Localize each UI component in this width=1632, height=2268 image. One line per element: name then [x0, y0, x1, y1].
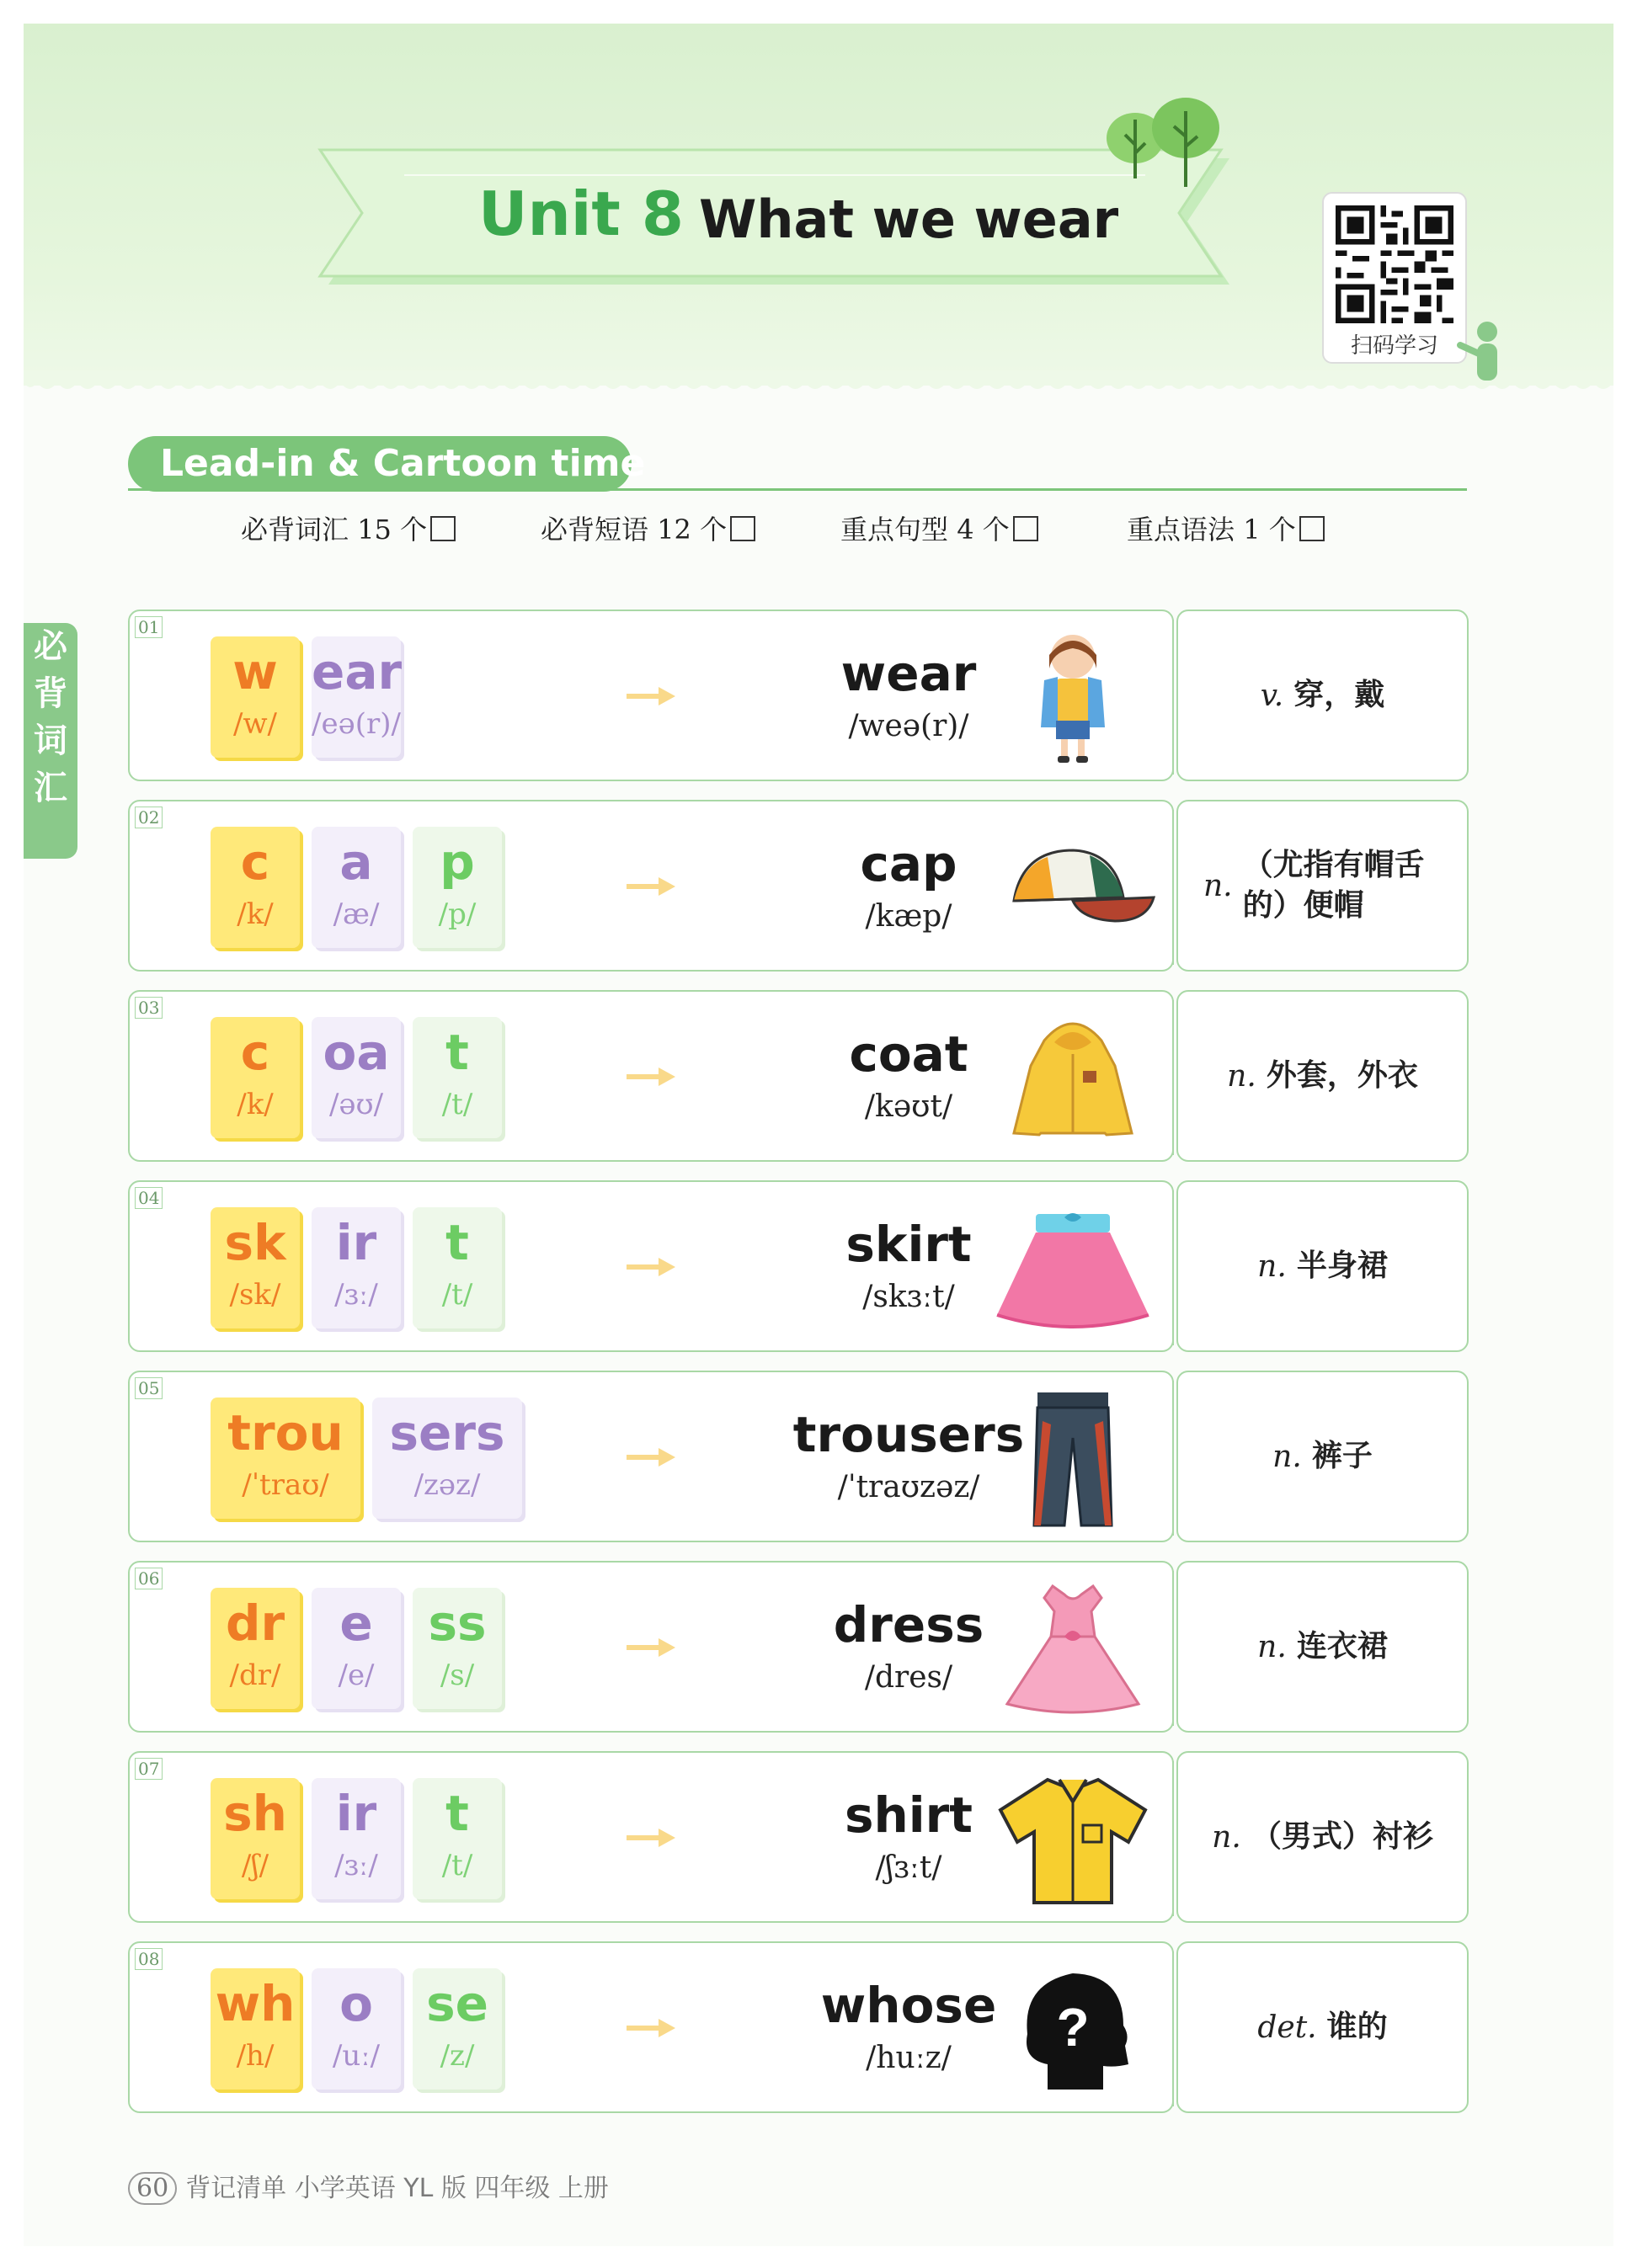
- vocab-definition: [1176, 1180, 1469, 1352]
- entry-number: 03: [135, 997, 163, 1019]
- part-of-speech: n.: [1272, 1439, 1302, 1474]
- vocab-definition: [1176, 990, 1469, 1162]
- phonics-segment: [312, 1588, 401, 1709]
- vocab-definition: [1176, 1561, 1469, 1733]
- vocab-card: [128, 990, 1174, 1162]
- phonics-segment: [312, 1017, 401, 1138]
- vocab-row: [128, 1180, 1469, 1352]
- arrow-right-icon: [627, 1066, 677, 1088]
- segment-phonetic: /əʊ/: [328, 1088, 384, 1121]
- entry-number: 04: [135, 1187, 163, 1209]
- vocab-phonetic: /ʃɜːt/: [875, 1850, 942, 1885]
- phonics-segment: [211, 827, 300, 948]
- vocab-definition: [1176, 1371, 1469, 1542]
- part-of-speech: n.: [1212, 1819, 1241, 1855]
- entry-number: 01: [135, 616, 163, 638]
- segment-letters: oa: [323, 1024, 390, 1081]
- segment-phonetic: /ʃ/: [241, 1849, 269, 1882]
- side-tab: 必背词汇: [24, 623, 77, 859]
- vocab-word: shirt: [844, 1786, 973, 1844]
- vocab-word: cap: [860, 835, 957, 892]
- count-checkbox[interactable]: [430, 516, 456, 541]
- phonics-segment: [413, 1207, 502, 1328]
- phonics-segment: [211, 1017, 300, 1138]
- vocab-row: [128, 1561, 1469, 1733]
- page-number: 60: [128, 2172, 177, 2205]
- unit-title: What we wear: [699, 189, 1119, 250]
- segment-letters: ear: [312, 643, 403, 700]
- chinese-meaning: （男式）衬衫: [1251, 1819, 1433, 1854]
- vocab-word: wear: [840, 645, 977, 702]
- vocab-definition: [1176, 610, 1469, 781]
- phonics-segment: [312, 636, 401, 758]
- arrow-right-icon: [627, 876, 677, 897]
- segment-letters: dr: [225, 1595, 285, 1652]
- trees-icon: [1095, 94, 1229, 195]
- segment-phonetic: /k/: [237, 897, 274, 931]
- vocab-phonetic: /dres/: [864, 1660, 953, 1695]
- count-checkbox[interactable]: [1299, 516, 1325, 541]
- head-question-mark-icon: [989, 1958, 1157, 2101]
- segment-phonetic: /z/: [440, 2039, 475, 2073]
- segment-phonetic: /h/: [236, 2039, 275, 2073]
- phonics-segment: [413, 1778, 502, 1899]
- unit-number: Unit 8: [478, 178, 684, 249]
- segment-letters: sh: [223, 1785, 287, 1842]
- part-of-speech: n.: [1227, 1058, 1256, 1094]
- arrow-right-icon: [627, 1446, 677, 1468]
- vocab-word: trousers: [792, 1406, 1025, 1463]
- chinese-meaning: 谁的: [1326, 2010, 1388, 2044]
- phonics-segment: [211, 1588, 300, 1709]
- vocab-word: coat: [849, 1025, 968, 1083]
- vocab-card: [128, 1371, 1174, 1542]
- count-phrases: 必背短语 12 个: [541, 508, 755, 547]
- count-checkbox[interactable]: [1013, 516, 1038, 541]
- segment-letters: c: [240, 833, 270, 891]
- vocab-phonetic: /ˈtraʊzəz/: [837, 1470, 980, 1504]
- segment-phonetic: /ɜː/: [334, 1849, 378, 1882]
- segment-letters: sk: [224, 1214, 286, 1271]
- section-divider: [128, 488, 1467, 491]
- pointing-figure-icon: [1457, 320, 1507, 387]
- segment-letters: w: [232, 643, 278, 700]
- study-counts: [241, 508, 1420, 551]
- phonics-segment: [312, 1207, 401, 1328]
- segment-letters: o: [339, 1975, 373, 2032]
- vocab-row: [128, 1751, 1469, 1923]
- vocab-card: [128, 1561, 1174, 1733]
- phonics-segment: [413, 1017, 502, 1138]
- segment-letters: ss: [428, 1595, 487, 1652]
- segment-letters: c: [240, 1024, 270, 1081]
- qr-code-icon[interactable]: [1336, 205, 1453, 323]
- count-checkbox[interactable]: [730, 516, 755, 541]
- phonics-segment: [312, 1968, 401, 2090]
- vocab-card: [128, 800, 1174, 972]
- segment-letters: p: [440, 833, 475, 891]
- svg-text:?: ?: [1056, 1997, 1090, 2058]
- part-of-speech: v.: [1260, 678, 1284, 713]
- arrow-right-icon: [627, 1256, 677, 1278]
- segment-phonetic: /ˈtraʊ/: [242, 1468, 329, 1502]
- qr-label: 扫码学习: [1350, 333, 1438, 359]
- segment-phonetic: /k/: [237, 1088, 274, 1121]
- vocab-row: [128, 800, 1469, 972]
- segment-phonetic: /sk/: [229, 1278, 281, 1312]
- segment-letters: trou: [227, 1404, 344, 1461]
- vocab-phonetic: /skɜːt/: [862, 1280, 955, 1314]
- segment-phonetic: /t/: [441, 1849, 473, 1882]
- part-of-speech: n.: [1257, 1248, 1287, 1284]
- vocab-definition: [1176, 1751, 1469, 1923]
- segment-letters: a: [339, 833, 373, 891]
- page-footer: [128, 2167, 609, 2205]
- entry-number: 06: [135, 1568, 163, 1589]
- vocab-phonetic: /huːz/: [866, 2041, 952, 2075]
- segment-letters: ir: [335, 1785, 377, 1842]
- phonics-segment: [413, 1588, 502, 1709]
- segment-letters: e: [339, 1595, 373, 1652]
- yellow-coat-icon: [989, 1007, 1157, 1150]
- entry-number: 08: [135, 1948, 163, 1970]
- segment-phonetic: /s/: [440, 1658, 475, 1692]
- segment-phonetic: /eə(r)/: [312, 707, 401, 741]
- chinese-meaning: 穿，戴: [1293, 678, 1385, 712]
- segment-letters: t: [445, 1214, 469, 1271]
- segment-phonetic: /ɜː/: [334, 1278, 378, 1312]
- segment-letters: sers: [389, 1404, 505, 1461]
- vocab-phonetic: /kəʊt/: [864, 1089, 953, 1124]
- segment-phonetic: /æ/: [333, 897, 380, 931]
- segment-phonetic: /uː/: [332, 2039, 381, 2073]
- vocab-row: [128, 1371, 1469, 1542]
- vocab-phonetic: /kæp/: [865, 899, 952, 934]
- segment-phonetic: /dr/: [229, 1658, 281, 1692]
- entry-number: 02: [135, 807, 163, 828]
- footer-text: 背记清单 小学英语 YL 版 四年级 上册: [185, 2174, 609, 2203]
- phonics-segment: [413, 1968, 502, 2090]
- arrow-right-icon: [627, 1827, 677, 1849]
- entry-number: 07: [135, 1758, 163, 1780]
- segment-letters: t: [445, 1024, 469, 1081]
- vocab-word: skirt: [845, 1216, 972, 1273]
- vocab-phonetic: /weə(r)/: [848, 709, 969, 743]
- phonics-segment: [312, 827, 401, 948]
- vocab-row: [128, 1941, 1469, 2113]
- segment-phonetic: /zəz/: [413, 1468, 481, 1502]
- part-of-speech: n.: [1257, 1629, 1287, 1664]
- vocab-word: dress: [833, 1596, 984, 1653]
- arrow-right-icon: [627, 685, 677, 707]
- chinese-meaning: 外套，外衣: [1266, 1058, 1418, 1093]
- vocab-row: [128, 610, 1469, 781]
- count-vocab: 必背词汇 15 个: [241, 508, 456, 547]
- header-wave: [24, 370, 1613, 401]
- vocab-card: [128, 610, 1174, 781]
- segment-phonetic: /p/: [438, 897, 477, 931]
- entry-number: 05: [135, 1377, 163, 1399]
- count-grammar: 重点语法 1 个: [1127, 508, 1325, 547]
- vocab-definition: [1176, 1941, 1469, 2113]
- chinese-meaning: 裤子: [1311, 1439, 1373, 1473]
- part-of-speech: n.: [1203, 868, 1233, 903]
- baseball-cap-icon: [989, 817, 1157, 960]
- phonics-segment: [211, 1207, 300, 1328]
- pink-skirt-icon: [989, 1197, 1157, 1340]
- phonics-segment: [211, 1968, 300, 2090]
- girl-wearing-jacket-icon: [989, 626, 1157, 769]
- section-title: Lead-in & Cartoon time: [128, 436, 632, 492]
- segment-phonetic: /t/: [441, 1088, 473, 1121]
- phonics-segment: [413, 827, 502, 948]
- vocab-definition: [1176, 800, 1469, 972]
- chinese-meaning: （尤指有帽舌的）便帽: [1242, 848, 1425, 923]
- phonics-segment: [211, 1398, 360, 1519]
- segment-phonetic: /t/: [441, 1278, 473, 1312]
- phonics-segment: [211, 1778, 300, 1899]
- vocab-card: [128, 1180, 1174, 1352]
- pink-dress-icon: [989, 1578, 1157, 1721]
- arrow-right-icon: [627, 1637, 677, 1658]
- yellow-shirt-icon: [989, 1768, 1157, 1911]
- vocab-row: [128, 990, 1469, 1162]
- segment-phonetic: /e/: [338, 1658, 375, 1692]
- count-sentences: 重点句型 4 个: [840, 508, 1038, 547]
- chinese-meaning: 半身裙: [1296, 1248, 1388, 1283]
- qr-code-card[interactable]: [1322, 192, 1467, 364]
- segment-letters: t: [445, 1785, 469, 1842]
- arrow-right-icon: [627, 2017, 677, 2039]
- segment-letters: ir: [335, 1214, 377, 1271]
- segment-phonetic: /w/: [232, 707, 277, 741]
- part-of-speech: det.: [1257, 2010, 1317, 2045]
- segment-letters: wh: [215, 1975, 296, 2032]
- vocab-card: [128, 1751, 1174, 1923]
- phonics-segment: [372, 1398, 522, 1519]
- vocab-card: [128, 1941, 1174, 2113]
- vocab-word: whose: [820, 1977, 997, 2034]
- phonics-segment: [211, 636, 300, 758]
- trousers-icon: [989, 1387, 1157, 1531]
- chinese-meaning: 连衣裙: [1296, 1629, 1388, 1664]
- phonics-segment: [312, 1778, 401, 1899]
- segment-letters: se: [426, 1975, 488, 2032]
